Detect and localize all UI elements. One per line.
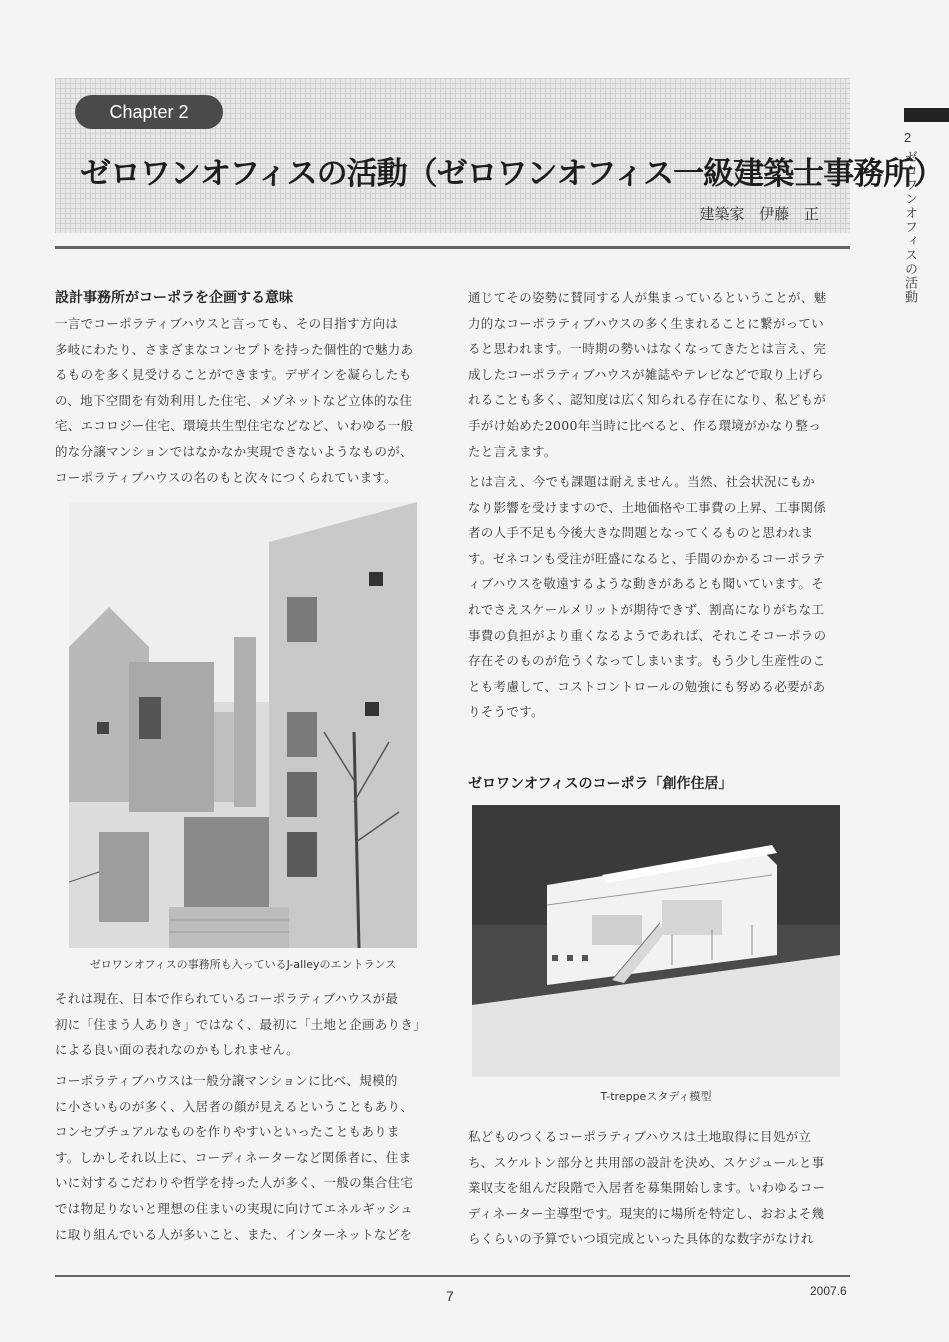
photo-caption-entrance: ゼロワンオフィスの事務所も入っているJ-alleyのエントランス	[89, 958, 397, 971]
article-title: ゼロワンオフィスの活動（ゼロワンオフィス一級建築士事務所）	[80, 156, 944, 192]
section-tab-marker	[904, 108, 949, 122]
right-paragraph-1: 通じてその姿勢に賛同する人が集まっているということが、魅 力的なコーポラティブハウスの多く生まれることに繋がってい ると思われます。一時期の勢いはなくなってきたとは言え、完 成したコーポラティブハウスが雑誌やテレビなどで取り上げら れることも多く、認知度は広く知られる存在になり、私どもが 手がけ始めた2000年当時に比べると、作る環境がかなり整っ たと言えます。	[468, 290, 827, 459]
chapter-label: Chapter 2	[75, 95, 223, 129]
building-entrance-photo	[69, 502, 417, 948]
page-number: 7	[446, 1288, 454, 1304]
left-paragraph-2: それは現在、日本で作られているコーポラティブハウスが最 初に「住まう人ありき」ではなく、最初に「土地と企画ありき」 による良い面の表れなのかもしれません。	[55, 991, 426, 1058]
model-photo-drawing	[472, 805, 840, 1077]
issue-date: 2007.6	[810, 1284, 847, 1298]
section-tab-label: ゼロワンオフィスの活動	[902, 150, 917, 304]
left-paragraph-3: コーポラティブハウスは一般分譲マンションに比べ、規模的 に小さいものが多く、入居者の顔が見えるということもあり、 コンセプチュアルなものを作りやすいといったこともありま す。しかしそれ以上に、コーディネーターなど関係者に、住ま いに対するこだわりや哲学を持った人が多く、一般の集合住宅 では物足りないと理想の住まいの実現に向けてエネルギッシュ に取り組んでいる人が多いこと、また、インターネットなどを	[55, 1073, 414, 1242]
right-paragraph-3: 私どものつくるコーポラティブハウスは土地取得に目処が立 ち、スケルトン部分と共用部の設計を決め、スケジュールと事 業収支を組んだ段階で入居者を募集開始します。いわゆるコー ディネーター主導型です。現実的に場所を特定し、おおよそ幾 らくらいの予算でいつ頃完成といった具体的な数字がなけれ	[468, 1129, 826, 1247]
author-line: 建築家 伊藤 正	[699, 205, 819, 223]
photo-caption-model: T-treppeスタディ模型	[600, 1090, 712, 1103]
header-divider	[55, 246, 850, 249]
section-tab-number: 2	[904, 130, 912, 145]
architecture-model-photo	[472, 805, 840, 1077]
right-paragraph-2: とは言え、今でも課題は耐えません。当然、社会状況にもか なり影響を受けますので、土地価格や工事費の上昇、工事関係 者の人手不足も今後大きな問題となってくるものと思われま す。ゼネコンも受注が旺盛になると、手間のかかるコーポラテ ィブハウスを敬遠するような動きがあるとも聞いています。そ れでさえスケールメリットが期待できず、割高になりがちな工 事費の負担がより重くなるようであれば、それこそコーポラの 存在そのものが危うくなってしまいます。もう少し生産性のこ とも考慮して、コストコントロールの勉強にも努める必要があ りそうです。	[468, 474, 827, 720]
left-paragraph-1: 一言でコーポラティブハウスと言っても、その目指す方向は 多岐にわたり、さまざまなコンセプトを持った個性的で魅力あ るものを多く見受けることができます。デザインを凝らしたも の、地下空間を有効利用した住宅、メゾネットなど立体的な住 宅、エコロジー住宅、環境共生型住宅などなど、いわゆる一般 的な分譲マンションではなかなか実現できないようなものが、 コーポラティブハウスの名のもと次々につくられています。	[55, 316, 414, 485]
footer-divider	[55, 1275, 850, 1277]
section-heading-right: ゼロワンオフィスのコーポラ「創作住居」	[468, 776, 733, 792]
building-photo-drawing	[69, 502, 417, 948]
section-heading-left: 設計事務所がコーポラを企画する意味	[55, 290, 293, 306]
